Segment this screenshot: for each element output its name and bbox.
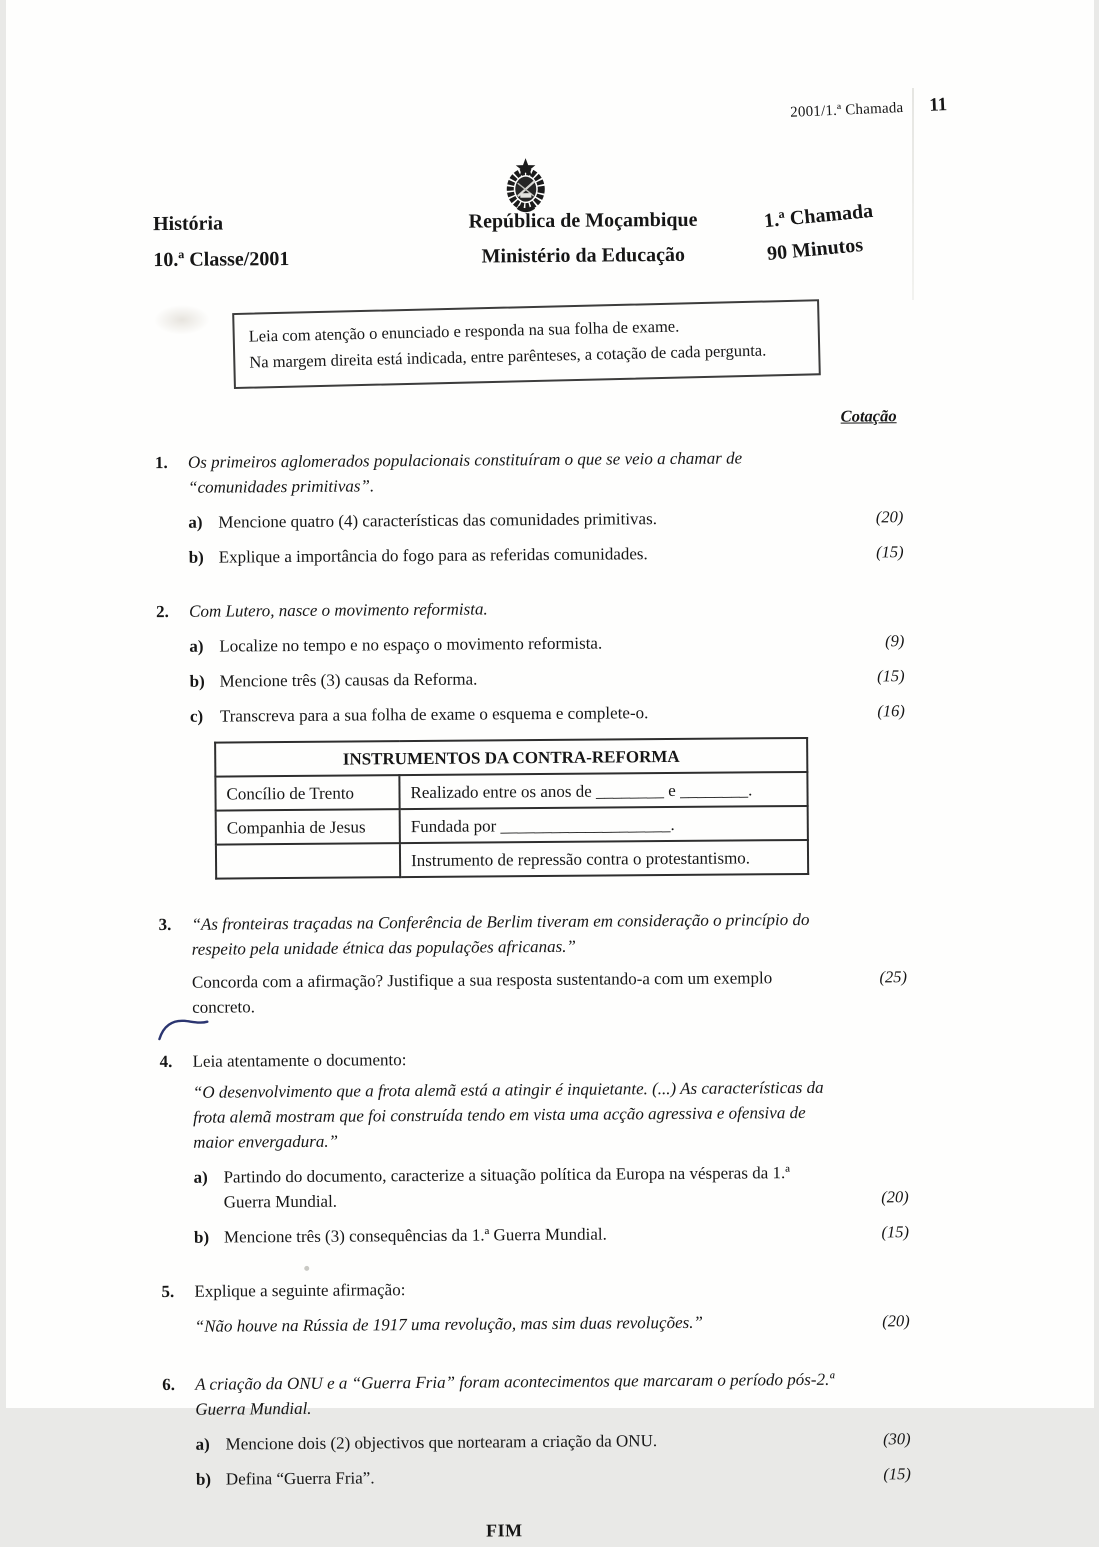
country-name: República de Moçambique — [467, 208, 698, 233]
item-text: Mencione três (3) consequências da 1.ª Guerra Mundial. — [223, 1224, 607, 1247]
question-item — [189, 663, 904, 694]
item-letter: a) — [192, 1167, 208, 1187]
end-of-exam-label: FIM — [485, 1520, 523, 1541]
item-text: Explique a importância do fogo para as referidas comunidades. — [218, 544, 648, 567]
item-score: (20) — [881, 1311, 910, 1331]
item-score: (15) — [880, 1222, 909, 1242]
item-letter: a) — [195, 1434, 210, 1454]
question-item — [193, 1159, 908, 1215]
question-number: 6. — [161, 1374, 175, 1395]
item-score: (15) — [875, 542, 904, 562]
page-number: 11 — [928, 94, 948, 116]
score-column-header: Cotação — [840, 406, 897, 426]
item-score: (16) — [876, 701, 905, 721]
item-letter: a) — [188, 636, 204, 656]
table-row — [215, 806, 807, 845]
item-letter: b) — [188, 547, 204, 567]
exam-header — [152, 199, 910, 272]
question-number: 3. — [157, 914, 171, 935]
question-item — [188, 504, 903, 535]
question-item — [188, 539, 903, 570]
item-text: Mencione dois (2) objectivos que nortearam a criação da ONU. — [225, 1431, 657, 1454]
question-intro: Os primeiros aglomerados populacionais constituíram o que se veio a chamar de “comunidades primitivas”. — [187, 448, 742, 497]
exam-sheet — [1, 0, 1099, 1541]
item-text: Mencione três (3) causas da Reforma. — [219, 669, 477, 691]
item-score: (30) — [882, 1429, 911, 1449]
question-intro: Leia atentamente o documento: — [192, 1050, 407, 1071]
item-text: Mencione quatro (4) características das comunidades primitivas. — [217, 509, 657, 532]
subject-title: História — [152, 212, 223, 236]
question-2 — [155, 593, 905, 883]
question-item — [195, 1461, 910, 1492]
item-score: (9) — [884, 631, 904, 651]
question-follow-up — [191, 964, 906, 1020]
question-item — [195, 1426, 910, 1457]
page-reference — [789, 94, 947, 123]
follow-up-text: Concorda com a afirmação? Justifique a sua resposta sustentando-a com um exemplo concreto. — [191, 968, 772, 1017]
question-intro: Com Lutero, nasce o movimento reformista. — [188, 599, 488, 621]
item-text: Partindo do documento, caracterize a situação política da Europa na vésperas da 1.ª Guerra Mundial. — [222, 1163, 790, 1212]
table-cell-left: Companhia de Jesus — [215, 809, 399, 844]
exam-session-label: 2001/1.ª Chamada — [789, 99, 904, 121]
scan-artifact-smudge — [153, 305, 209, 335]
table-cell-left: Concílio de Trento — [215, 775, 399, 810]
item-score: (15) — [882, 1464, 911, 1484]
question-number: 5. — [160, 1281, 174, 1302]
question-5 — [161, 1273, 909, 1343]
item-letter: b) — [193, 1227, 209, 1247]
item-score: (15) — [876, 666, 905, 686]
item-score: (25) — [878, 967, 907, 987]
instruction-line-2: Na margem direita está indicada, entre parênteses, a cotação de cada pergunta. — [248, 340, 766, 372]
question-item — [189, 628, 904, 659]
table-cell-right: Instrumento de repressão contra o protestantismo. — [399, 840, 807, 877]
instruction-box — [232, 299, 821, 389]
item-letter: b) — [195, 1469, 211, 1489]
question-intro: A criação da ONU e a “Guerra Fria” foram acontecimentos que marcaram o período pós-2.ª Guerra Mundial. — [194, 1369, 834, 1419]
question-intro: Explique a seguinte afirmação: — [193, 1280, 405, 1301]
pen-mark-annotation — [156, 1012, 210, 1047]
table-cell-right: Realizado entre os anos de ________ e ________. — [399, 772, 807, 809]
item-score: (20) — [875, 507, 903, 527]
statement-quote: “Não houve na Rússia de 1917 uma revolução, mas sim duas revoluções.” — [194, 1312, 703, 1336]
header-left-block — [152, 212, 402, 270]
contra-reforma-table — [214, 737, 809, 880]
document-quote: “O desenvolvimento que a frota alemã está a atingir é inquietante. (...) As características da frota alemã mostram que foi construída tendo em vista uma acção agressiva e ofensiva de maior envergadura.” — [192, 1077, 824, 1152]
table-cell-left — [215, 843, 399, 878]
question-intro: “As fronteiras traçadas na Conferência de Berlim tiveram em consideração o princípio do respeito pela unidade étnica das populações africanas.” — [190, 909, 810, 959]
question-number: 4. — [159, 1051, 172, 1072]
scanned-exam-page — [6, 0, 1094, 1541]
questions-area — [154, 403, 911, 1546]
item-score: (20) — [880, 1187, 909, 1207]
call-label: 1.ª Chamada — [762, 199, 874, 233]
question-3 — [158, 906, 907, 1020]
table-row — [215, 772, 807, 811]
item-letter: b) — [189, 671, 205, 691]
question-item — [193, 1219, 908, 1250]
question-4 — [159, 1043, 909, 1250]
item-text: Defina “Guerra Fria”. — [225, 1468, 375, 1489]
question-number: 2. — [155, 601, 169, 622]
item-text: Localize no tempo e no espaço o movimento reformista. — [218, 633, 602, 656]
header-right-block — [762, 195, 915, 265]
instruction-line-1: Leia com atenção o enunciado e responda na sua folha de exame. — [248, 316, 679, 346]
header-center-block — [402, 209, 762, 268]
item-text: Transcreva para a sua folha de exame o esquema e complete-o. — [219, 703, 648, 726]
question-6 — [162, 1366, 911, 1492]
question-quote-row — [194, 1302, 909, 1343]
table-row — [215, 840, 807, 879]
grade-year: 10.ª Classe/2001 — [152, 248, 289, 272]
question-1 — [154, 444, 903, 570]
ministry-name: Ministério da Educação — [481, 243, 685, 268]
item-letter: c) — [189, 706, 203, 726]
duration-label: 90 Minutos — [765, 234, 864, 266]
table-title: INSTRUMENTOS DA CONTRA-REFORMA — [215, 738, 807, 777]
question-number: 1. — [154, 452, 168, 473]
table-cell-right: Fundada por ____________________. — [399, 806, 807, 843]
item-letter: a) — [187, 512, 203, 532]
question-item — [189, 698, 904, 729]
